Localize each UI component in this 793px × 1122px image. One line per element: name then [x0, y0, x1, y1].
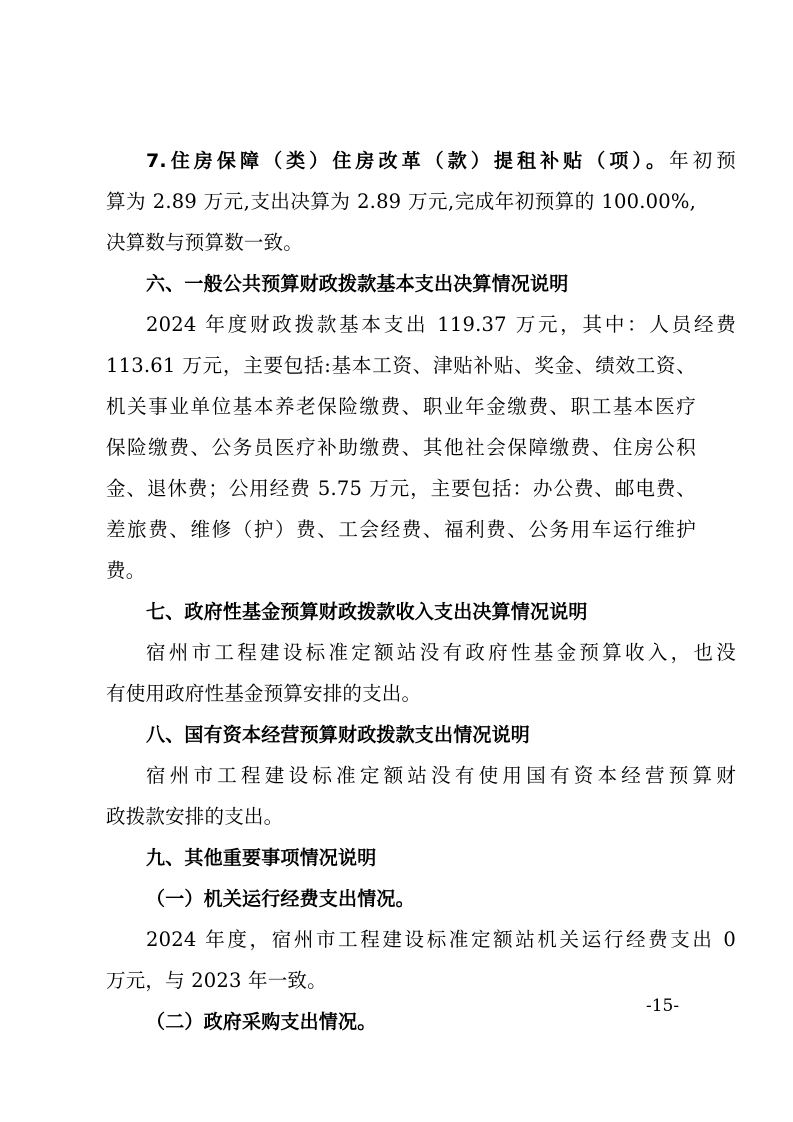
section7-text-line: 算为 2.89 万元,支出决算为 2.89 万元,完成年初预算的 100.00%, — [106, 190, 696, 213]
paragraph-line: 费。 — [106, 559, 146, 582]
paragraph-line: 宿州市工程建设标准定额站没有政府性基金预算收入，也没 — [146, 641, 736, 664]
paragraph-line: 2024 年度财政拨款基本支出 119.37 万元，其中：人员经费 — [146, 313, 736, 336]
paragraph-line: 金、退休费；公用经费 5.75 万元，主要包括：办公费、邮电费、 — [106, 477, 696, 500]
paragraph-line: 政拨款安排的支出。 — [106, 805, 284, 828]
heading-section-8: 八、国有资本经营预算财政拨款支出情况说明 — [146, 724, 531, 746]
subheading-9-1: （一）机关运行经费支出情况。 — [146, 888, 415, 910]
paragraph-line: 113.61 万元，主要包括:基本工资、津贴补贴、奖金、绩效工资、 — [106, 354, 696, 377]
heading-section-9: 九、其他重要事项情况说明 — [146, 847, 377, 869]
section7-text-start: 年初预 — [669, 149, 736, 172]
section7-first-line — [146, 149, 736, 173]
page-number: -15- — [646, 996, 680, 1016]
section7-text-line: 决算数与预算数一致。 — [106, 231, 304, 254]
subheading-9-2: （二）政府采购支出情况。 — [146, 1011, 377, 1033]
heading-section-7: 七、政府性基金预算财政拨款收入支出决算情况说明 — [146, 601, 588, 623]
paragraph-line: 机关事业单位基本养老保险缴费、职业年金缴费、职工基本医疗 — [106, 395, 696, 418]
paragraph-line: 有使用政府性基金预算安排的支出。 — [106, 682, 422, 705]
paragraph-line: 保险缴费、公务员医疗补助缴费、其他社会保障缴费、住房公积 — [106, 436, 696, 459]
paragraph-line: 2024 年度，宿州市工程建设标准定额站机关运行经费支出 0 — [146, 928, 736, 951]
paragraph-line: 宿州市工程建设标准定额站没有使用国有资本经营预算财 — [146, 764, 736, 787]
paragraph-line: 差旅费、维修（护）费、工会经费、福利费、公务用车运行维护 — [106, 518, 696, 541]
paragraph-line: 万元，与 2023 年一致。 — [106, 969, 327, 992]
section7-heading: 7.住房保障（类）住房改革（款）提租补贴（项）。 — [146, 150, 670, 172]
heading-section-6: 六、一般公共预算财政拨款基本支出决算情况说明 — [146, 273, 569, 295]
